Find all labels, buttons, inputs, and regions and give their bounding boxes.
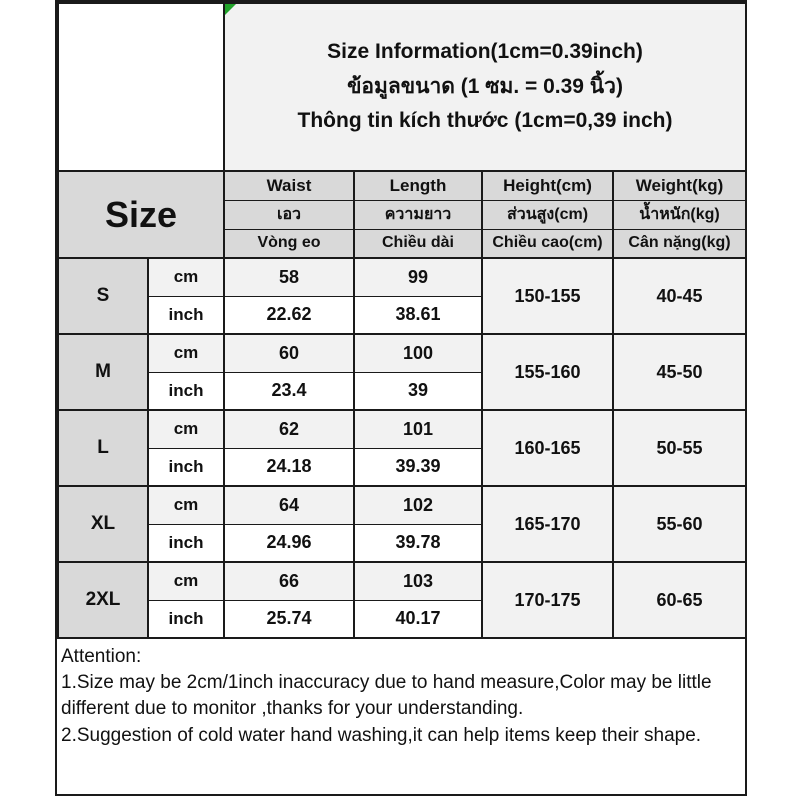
unit-label-cm: cm	[148, 410, 224, 448]
waist-cm-xl: 64	[224, 486, 354, 524]
waist-inch-l: 24.18	[224, 448, 354, 486]
green-corner-triangle-icon	[225, 4, 236, 15]
waist-cm-s: 58	[224, 258, 354, 296]
unit-label-inch: inch	[148, 448, 224, 486]
length-cm-xl: 102	[354, 486, 482, 524]
attention-heading: Attention:	[61, 646, 142, 667]
unit-label-inch: inch	[148, 372, 224, 410]
waist-inch-s: 22.62	[224, 296, 354, 334]
attention-note-2: 2.Suggestion of cold water hand washing,it can help items keep their shape.	[61, 724, 702, 746]
unit-label-cm: cm	[148, 562, 224, 600]
size-label-l: L	[58, 410, 148, 486]
column-header-weight-en: Weight(kg)	[613, 171, 746, 200]
weight-range-2xl: 60-65	[613, 562, 746, 638]
size-header-cell: Size	[58, 171, 224, 258]
column-header-height-th: ส่วนสูง(cm)	[482, 200, 613, 229]
unit-label-cm: cm	[148, 486, 224, 524]
column-header-weight-th: น้ำหนัก(kg)	[613, 200, 746, 229]
length-inch-s: 38.61	[354, 296, 482, 334]
size-label-s: S	[58, 258, 148, 334]
column-header-waist-vi: Vòng eo	[224, 229, 354, 258]
height-range-xl: 165-170	[482, 486, 613, 562]
unit-label-inch: inch	[148, 600, 224, 638]
weight-range-s: 40-45	[613, 258, 746, 334]
title-line-en: Size Information(1cm=0.39inch)	[327, 40, 643, 64]
column-header-waist-en: Waist	[224, 171, 354, 200]
title-line-th: ข้อมูลขนาด (1 ซม. = 0.39 นิ้ว)	[347, 74, 623, 98]
column-header-height-en: Height(cm)	[482, 171, 613, 200]
height-range-m: 155-160	[482, 334, 613, 410]
product-photo-cell	[58, 3, 224, 171]
length-cm-l: 101	[354, 410, 482, 448]
size-label-xl: XL	[58, 486, 148, 562]
weight-range-m: 45-50	[613, 334, 746, 410]
column-header-weight-vi: Cân nặng(kg)	[613, 229, 746, 258]
length-inch-2xl: 40.17	[354, 600, 482, 638]
length-inch-l: 39.39	[354, 448, 482, 486]
attention-note-1: 1.Size may be 2cm/1inch inaccuracy due to hand measure,Color may be little different due to monitor ,thanks for your understanding.	[61, 672, 712, 720]
title-line-vi: Thông tin kích thước (1cm=0,39 inch)	[297, 109, 673, 133]
waist-inch-m: 23.4	[224, 372, 354, 410]
column-header-length-vi: Chiều dài	[354, 229, 482, 258]
attention-section	[57, 639, 745, 794]
length-cm-m: 100	[354, 334, 482, 372]
title-cell	[224, 3, 746, 171]
height-range-l: 160-165	[482, 410, 613, 486]
size-information-title	[225, 35, 745, 139]
waist-inch-2xl: 25.74	[224, 600, 354, 638]
waist-cm-2xl: 66	[224, 562, 354, 600]
unit-label-cm: cm	[148, 258, 224, 296]
unit-label-inch: inch	[148, 296, 224, 334]
length-cm-s: 99	[354, 258, 482, 296]
size-table	[57, 2, 747, 639]
column-header-length-th: ความยาว	[354, 200, 482, 229]
size-label-2xl: 2XL	[58, 562, 148, 638]
weight-range-xl: 55-60	[613, 486, 746, 562]
length-inch-m: 39	[354, 372, 482, 410]
waist-cm-m: 60	[224, 334, 354, 372]
unit-label-inch: inch	[148, 524, 224, 562]
waist-cm-l: 62	[224, 410, 354, 448]
column-header-height-vi: Chiều cao(cm)	[482, 229, 613, 258]
unit-label-cm: cm	[148, 334, 224, 372]
size-label-m: M	[58, 334, 148, 410]
height-range-2xl: 170-175	[482, 562, 613, 638]
length-cm-2xl: 103	[354, 562, 482, 600]
column-header-waist-th: เอว	[224, 200, 354, 229]
waist-inch-xl: 24.96	[224, 524, 354, 562]
content-box	[55, 0, 747, 796]
column-header-length-en: Length	[354, 171, 482, 200]
height-range-s: 150-155	[482, 258, 613, 334]
length-inch-xl: 39.78	[354, 524, 482, 562]
weight-range-l: 50-55	[613, 410, 746, 486]
